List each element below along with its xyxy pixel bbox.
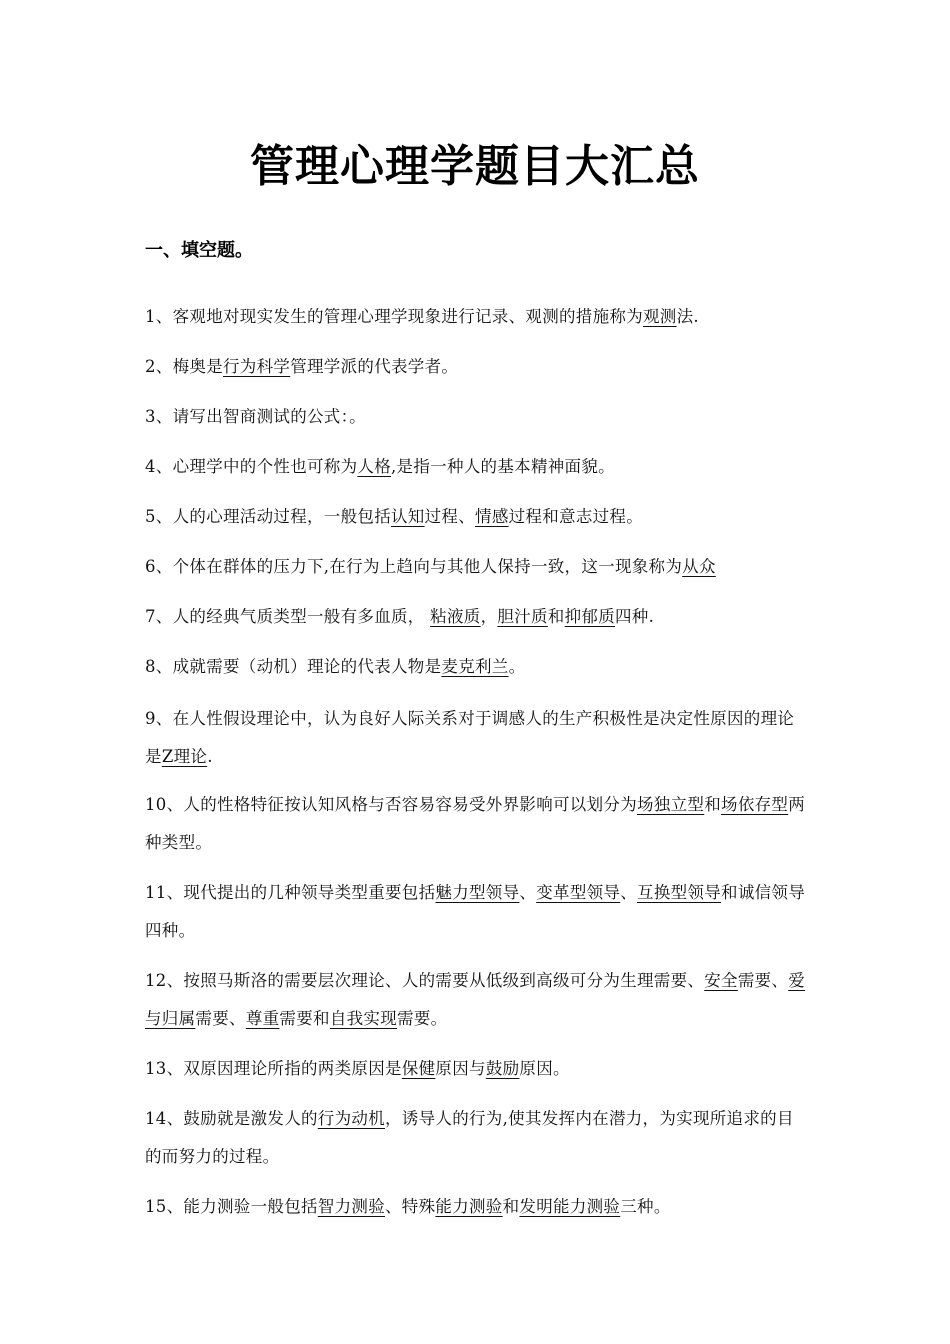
- question-text: 原因。: [519, 1059, 570, 1078]
- question-text: 法.: [676, 307, 699, 326]
- question-text: 2、梅奥是: [145, 357, 223, 376]
- question-10: [145, 786, 810, 862]
- answer-blank: 魅力型领导: [435, 883, 520, 902]
- question-text: 6、个体在群体的压力下,在行为上趋向与其他人保持一致，这一现象称为: [145, 557, 683, 576]
- question-text: 需要和: [279, 1009, 330, 1028]
- answer-blank: 胆汁质: [497, 607, 548, 626]
- question-text: 12、按照马斯洛的需要层次理论、人的需要从低级到高级可分为生理需要、: [145, 971, 705, 990]
- question-text: 三种。: [620, 1197, 671, 1216]
- question-text: ，诱导人的行为,使其发挥内在潜力，为实现所追求的目的而努力的过程。: [145, 1109, 794, 1166]
- question-text: 管理学派的代表学者。: [290, 357, 459, 376]
- question-text: 1、客观地对现实发生的管理心理学现象进行记录、观测的措施称为: [145, 307, 643, 326]
- question-3: [145, 398, 810, 436]
- question-6: [145, 548, 810, 586]
- question-text: 需要、: [737, 971, 789, 990]
- question-text: 过程和意志过程。: [508, 507, 644, 526]
- question-4: [145, 448, 810, 486]
- answer-blank: 变革型领导: [536, 883, 621, 902]
- answer-blank: 互换型领导: [637, 883, 722, 902]
- answer-blank: 安全: [704, 971, 738, 990]
- answer-blank: 爱与归属: [145, 971, 806, 1028]
- question-text: 4、心理学中的个性也可称为: [145, 457, 358, 476]
- question-text: 和: [704, 795, 722, 814]
- answer-blank: 发明能力测验: [519, 1197, 621, 1216]
- question-text: 11、现代提出的几种领导类型重要包括: [145, 883, 436, 902]
- question-text: 、: [620, 883, 638, 902]
- question-text: 四种.: [615, 607, 655, 626]
- question-1: [145, 298, 810, 336]
- question-11: [145, 874, 810, 950]
- question-text: 、: [519, 883, 537, 902]
- answer-blank: 行为动机: [317, 1109, 385, 1128]
- question-7: [145, 598, 810, 636]
- question-text: 需要。: [397, 1009, 448, 1028]
- question-text: 和: [502, 1197, 520, 1216]
- question-text: 7、人的经典气质类型一般有多血质，: [145, 607, 431, 626]
- question-13: [145, 1050, 810, 1088]
- page-title: 管理心理学题目大汇总: [250, 141, 700, 192]
- answer-blank: 抑郁质: [564, 607, 615, 626]
- answer-blank: 场独立型: [637, 795, 705, 814]
- question-text: 13、双原因理论所指的两类原因是: [145, 1059, 402, 1078]
- answer-blank: 认知: [391, 507, 425, 526]
- question-text: 5、人的心理活动过程，一般包括: [145, 507, 391, 526]
- question-text: 15、能力测验一般包括: [145, 1197, 318, 1216]
- question-text: 3、请写出智商测试的公式：。: [145, 407, 366, 426]
- answer-blank: 情感: [475, 507, 509, 526]
- answer-blank: 自我实现: [329, 1009, 398, 1028]
- question-text: 10、人的性格特征按认知风格与否容易容易受外界影响可以划分为: [145, 795, 637, 814]
- question-text: ,是指一种人的基本精神面貌。: [391, 457, 615, 476]
- question-12: [145, 962, 810, 1038]
- answer-blank: 观测: [643, 307, 677, 326]
- question-14: [145, 1100, 810, 1176]
- answer-blank: 场依存型: [721, 795, 789, 814]
- question-text: 、特殊: [385, 1197, 436, 1216]
- question-15: [145, 1188, 810, 1226]
- answer-blank: 鼓励: [485, 1059, 520, 1078]
- question-text: 需要、: [195, 1009, 246, 1028]
- question-9: [145, 700, 810, 776]
- answer-blank: Z理论: [161, 747, 208, 766]
- question-text: .: [207, 747, 213, 766]
- answer-blank: 从众: [682, 557, 716, 576]
- answer-blank: 能力测验: [435, 1197, 503, 1216]
- question-text: 过程、: [424, 507, 476, 526]
- question-2: [145, 348, 810, 386]
- answer-blank: 行为科学: [223, 357, 291, 376]
- question-5: [145, 498, 810, 536]
- question-text: 。: [508, 657, 526, 676]
- question-text: 原因与: [435, 1059, 486, 1078]
- answer-blank: 粘液质: [430, 607, 481, 626]
- question-text: 9、在人性假设理论中，认为良好人际关系对于调感人的生产积极性是决定性原因的理论是: [145, 709, 795, 766]
- question-text: 8、成就需要（动机）理论的代表人物是: [145, 657, 442, 676]
- answer-blank: 人格: [357, 457, 392, 476]
- question-text: 和: [547, 607, 565, 626]
- answer-blank: 麦克利兰: [441, 657, 509, 676]
- question-8: [145, 648, 810, 686]
- question-text: ，: [480, 607, 498, 626]
- question-text: 两种类型。: [145, 795, 806, 852]
- section-heading: 一、填空题。: [145, 240, 253, 261]
- answer-blank: 尊重: [245, 1009, 280, 1028]
- answer-blank: 智力测验: [317, 1197, 385, 1216]
- answer-blank: 保健: [401, 1059, 436, 1078]
- question-text: 和诚信领导四种。: [145, 883, 806, 940]
- question-text: 14、鼓励就是激发人的: [145, 1109, 318, 1128]
